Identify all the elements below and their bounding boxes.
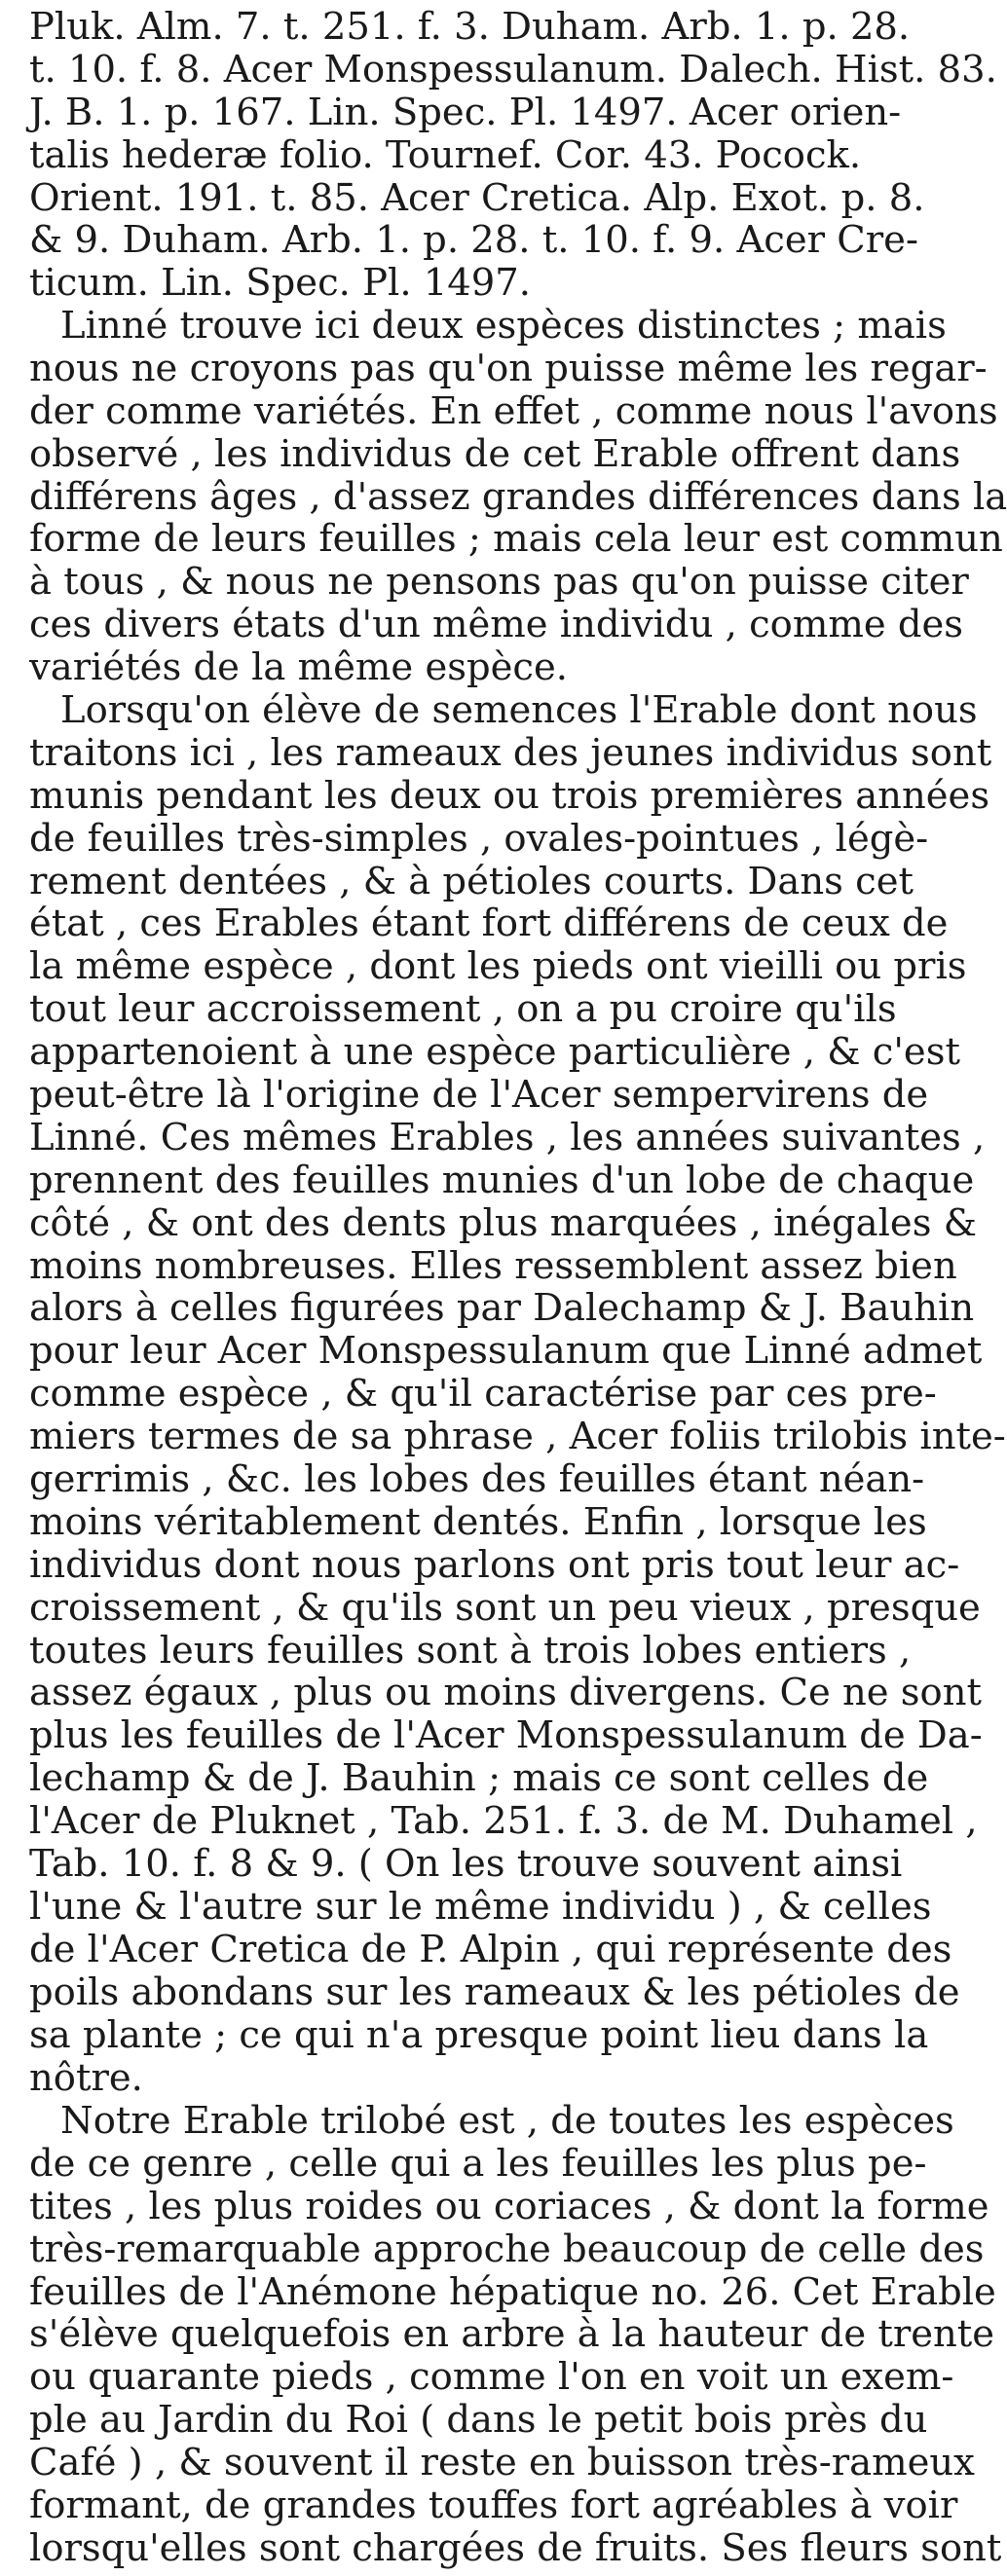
paragraph-line: appartenoient à une espèce particulière , & c'est [29,1030,960,1075]
paragraph-line: moins nombreuses. Elles ressemblent assez bien [29,1243,957,1288]
paragraph-line: formant, de grandes touffes fort agréables à voir [29,2484,958,2528]
paragraph-line: croissement , & qu'ils sont un peu vieux , presque [29,1585,981,1630]
paragraph-line: variétés de la même espèce. [29,645,569,690]
paragraph-line: poils abondans sur les rameaux & les pétioles de [29,1969,960,2014]
paragraph-line: la même espèce , dont les pieds ont vieilli ou pris [29,944,967,989]
paragraph-line: à tous , & nous ne pensons pas qu'on puisse citer [29,560,969,605]
paragraph-line: prennent des feuilles munies d'un lobe de chaque [29,1158,975,1202]
paragraph-line: côté , & ont des dents plus marquées , inégales & [29,1200,977,1245]
paragraph-line: état , ces Erables étant fort différens de ceux de [29,902,949,946]
paragraph-line: moins véritablement dentés. Enfin , lorsque les [29,1499,927,1544]
paragraph-line: lechamp & de J. Bauhin ; mais ce sont celles de [29,1756,929,1801]
citation-line: talis hederæ folio. Tournef. Cor. 43. Pocock. [29,132,862,177]
paragraph-line: rement dentées , & à pétioles courts. Dans cet [29,859,914,903]
paragraph-line: forme de leurs feuilles ; mais cela leur est commun [29,517,1003,562]
paragraph-line: pour leur Acer Monspessulanum que Linné admet [29,1329,983,1374]
citation-block [29,5,997,306]
paragraph-3 [29,2099,1002,2570]
paragraph-line: très-remarquable approche beaucoup de celle des [29,2226,985,2271]
paragraph-line: toutes leurs feuilles sont à trois lobes entiers , [29,1628,912,1673]
paragraph-line: tout leur accroissement , on a pu croire qu'ils [29,987,897,1032]
paragraph-line: Notre Erable trilobé est , de toutes les espèces [60,2099,954,2143]
paragraph-line: de l'Acer Cretica de P. Alpin , qui représente des [29,1927,952,1971]
paragraph-line: observé , les individus de cet Erable offrent dans [29,431,961,476]
paragraph-line: Linné trouve ici deux espèces distinctes ; mais [60,304,947,348]
paragraph-line: sa plante ; ce qui n'a presque point lieu dans la [29,2012,929,2057]
citation-line: Pluk. Alm. 7. t. 251. f. 3. Duham. Arb. 1. p. 28. [29,5,911,49]
paragraph-2 [29,688,1006,2100]
citation-line: & 9. Duham. Arb. 1. p. 28. t. 10. f. 9. Acer Cre- [29,218,918,263]
paragraph-line: Café ) , & souvent il reste en buisson très-rameux [29,2441,975,2485]
paragraph-line: peut-être là l'origine de l'Acer sempervirens de [29,1073,929,1118]
paragraph-line: traitons ici , les rameaux des jeunes individus sont [29,730,992,775]
paragraph-line: lorsqu'elles sont chargées de fruits. Ses fleurs sont [29,2525,1002,2570]
paragraph-line: différens âges , d'assez grandes différences dans la [29,474,1007,519]
paragraph-line: feuilles de l'Anémone hépatique no. 26. Cet Erable [29,2269,996,2314]
citation-line: t. 10. f. 8. Acer Monspessulanum. Dalech. Hist. 83. [29,47,997,92]
paragraph-line: Lorsqu'on élève de semences l'Erable dont nous [60,688,978,732]
paragraph-line: assez égaux , plus ou moins divergens. Ce ne sont [29,1671,982,1715]
paragraph-line: gerrimis , &c. les lobes des feuilles étant néan- [29,1457,925,1502]
paragraph-line: de ce genre , celle qui a les feuilles les plus pe- [29,2141,927,2186]
citation-line: Orient. 191. t. 85. Acer Cretica. Alp. Exot. p. 8. [29,175,925,220]
paragraph-line: l'une & l'autre sur le même individu ) , & celles [29,1884,932,1929]
paragraph-1 [29,304,1007,690]
paragraph-line: tites , les plus roides ou coriaces , & dont la forme [29,2184,989,2228]
paragraph-line: de feuilles très-simples , ovales-pointues , légè- [29,816,929,861]
paragraph-line: miers termes de sa phrase , Acer foliis trilobis inte- [29,1415,1006,1459]
paragraph-line: nôtre. [29,2055,143,2100]
paragraph-line: der comme variétés. En effet , comme nous l'avons [29,388,998,433]
citation-line: J. B. 1. p. 167. Lin. Spec. Pl. 1497. Acer orien- [29,90,902,134]
paragraph-line: ces divers états d'un même individu , comme des [29,603,964,647]
paragraph-line: Tab. 10. f. 8 & 9. ( On les trouve souvent ainsi [29,1842,903,1887]
paragraph-line: ple au Jardin du Roi ( dans le petit bois près du [29,2398,928,2443]
paragraph-line: comme espèce , & qu'il caractérise par ces pre- [29,1372,937,1417]
paragraph-line: alors à celles figurées par Dalechamp & J. Bauhin [29,1286,975,1331]
paragraph-line: Linné. Ces mêmes Erables , les années suivantes , [29,1115,986,1159]
paragraph-line: l'Acer de Pluknet , Tab. 251. f. 3. de M. Duhamel , [29,1799,978,1844]
paragraph-line: ou quarante pieds , comme l'on en voit un exem- [29,2355,954,2400]
paragraph-line: munis pendant les deux ou trois premières années [29,773,990,818]
paragraph-line: individus dont nous parlons ont pris tout leur ac- [29,1542,960,1587]
paragraph-line: s'élève quelquefois en arbre à la hauteur de trente [29,2312,995,2357]
paragraph-line: nous ne croyons pas qu'on puisse même les regar- [29,346,988,390]
paragraph-line: plus les feuilles de l'Acer Monspessulanum de Da- [29,1713,983,1758]
citation-line: ticum. Lin. Spec. Pl. 1497. [29,261,532,306]
